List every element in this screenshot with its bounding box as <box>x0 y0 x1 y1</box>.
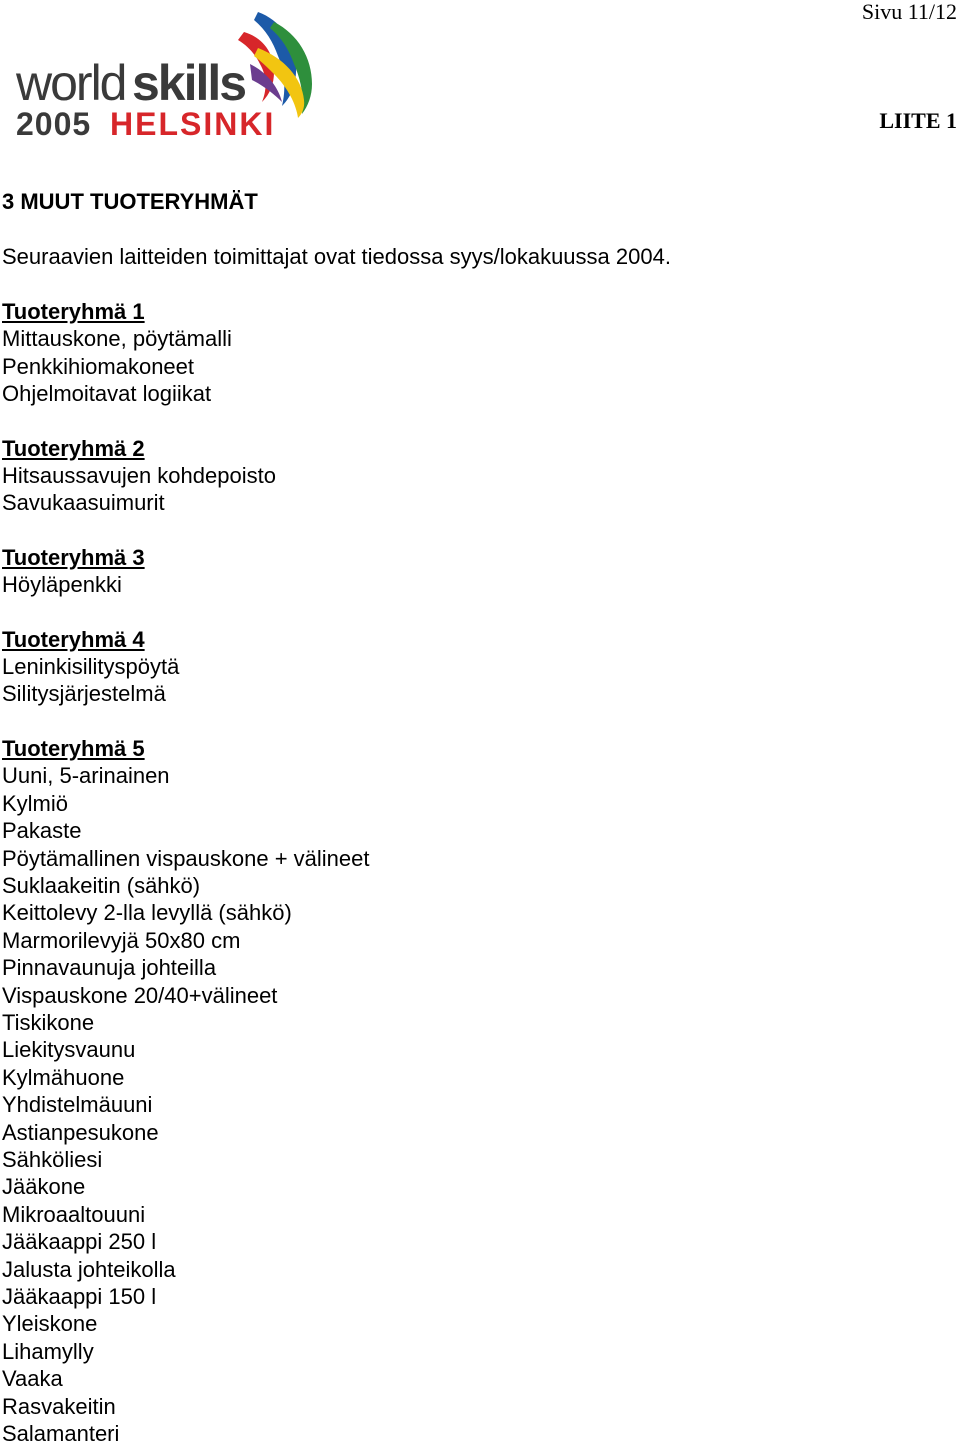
product-item: Pakaste <box>2 818 82 844</box>
product-item: Mikroaaltouuni <box>2 1201 146 1227</box>
product-item: Vispauskone 20/40+välineet <box>2 982 278 1008</box>
product-item: Keittolevy 2-lla levyllä (sähkö) <box>2 900 292 926</box>
product-item: Vaaka <box>2 1366 63 1392</box>
product-item: Sähköliesi <box>2 1146 103 1172</box>
product-group <box>2 626 942 708</box>
product-group <box>2 298 942 408</box>
attachment-label: LIITE 1 <box>879 108 957 133</box>
product-item: Savukaasuimurit <box>2 490 165 516</box>
product-item: Mittauskone, pöytämalli <box>2 326 232 352</box>
product-item: Liekitysvaunu <box>2 1037 136 1063</box>
product-list <box>2 762 942 1447</box>
document-body <box>2 188 942 1447</box>
product-item: Lihamylly <box>2 1338 94 1364</box>
product-group <box>2 435 942 517</box>
product-item: Yhdistelmäuuni <box>2 1092 153 1118</box>
product-list <box>2 653 942 708</box>
product-item: Hitsaussavujen kohdepoisto <box>2 463 276 489</box>
product-item: Salamanteri <box>2 1421 120 1447</box>
product-item: Rasvakeitin <box>2 1393 116 1419</box>
product-item: Jääkaappi 250 l <box>2 1229 157 1255</box>
product-groups <box>2 298 942 1447</box>
product-item: Uuni, 5-arinainen <box>2 763 170 789</box>
product-item: Jääkaappi 150 l <box>2 1284 157 1309</box>
product-item: Astianpesukone <box>2 1119 159 1145</box>
product-item: Kylmähuone <box>2 1064 125 1090</box>
product-item: Yleiskone <box>2 1311 98 1337</box>
logo-city-text: HELSINKI <box>110 106 276 140</box>
product-item: Pinnavaunuja johteilla <box>2 955 217 981</box>
product-group <box>2 735 942 1448</box>
product-item: Höyläpenkki <box>2 572 122 598</box>
logo-year-text: 2005 <box>16 106 92 140</box>
product-item: Jääkone <box>2 1174 86 1200</box>
product-list <box>2 462 942 517</box>
section-heading: 3 MUUT TUOTERYHMÄT <box>2 189 258 214</box>
product-list <box>2 571 942 598</box>
product-group-title: Tuoteryhmä 3 <box>2 544 145 570</box>
product-item: Suklaakeitin (sähkö) <box>2 872 201 898</box>
product-group-title: Tuoteryhmä 4 <box>2 626 145 652</box>
product-item: Leninkisilityspöytä <box>2 654 180 680</box>
product-item: Ohjelmoitavat logiikat <box>2 381 212 407</box>
product-item: Tiskikone <box>2 1009 95 1035</box>
logo-world-text: world <box>16 55 126 111</box>
product-group-title: Tuoteryhmä 5 <box>2 735 145 761</box>
product-item: Kylmiö <box>2 790 69 816</box>
product-item: Marmorilevyjä 50x80 cm <box>2 927 241 953</box>
product-item: Silitysjärjestelmä <box>2 681 166 707</box>
page-number: Sivu 11/12 <box>861 0 957 24</box>
product-group-title: Tuoteryhmä 1 <box>2 299 145 324</box>
worldskills-logo <box>12 8 317 140</box>
product-item: Penkkihiomakoneet <box>2 353 195 379</box>
product-group-title: Tuoteryhmä 2 <box>2 435 145 461</box>
product-item: Jalusta johteikolla <box>2 1256 176 1282</box>
product-group <box>2 544 942 599</box>
product-list <box>2 325 942 407</box>
intro-text: Seuraavien laitteiden toimittajat ovat tiedossa syys/lokakuussa 2004. <box>2 244 671 269</box>
product-item: Pöytämallinen vispauskone + välineet <box>2 845 370 871</box>
logo-skills-text: skills <box>132 55 246 111</box>
